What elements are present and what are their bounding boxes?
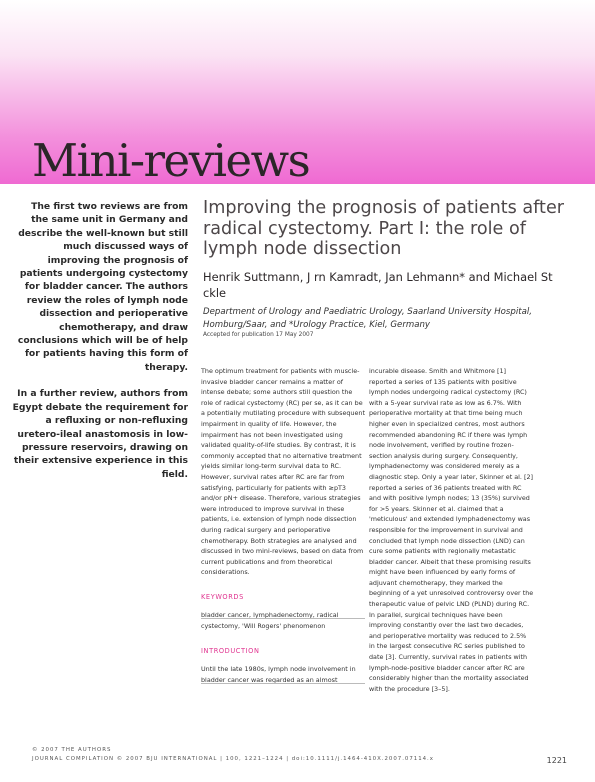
editor-summary-sidebar — [12, 200, 188, 494]
footer-journal-info: JOURNAL COMPILATION © 2007 BJU INTERNATIONAL | 100, 1221–1224 | doi:10.1111/j.1464-410X.2007.07114.x — [32, 756, 434, 762]
section-divider — [201, 618, 365, 619]
section-divider — [201, 683, 365, 684]
body-text: incurable disease. Smith and Whitmore [1] reported a series of 135 patients with positive lymph nodes undergoing radical cystectomy (RC) with a 5-year survival rate as low as 6.7%. With perioperative mortality at that time being much higher even in specialized centres, most authors recommended abandoning RC if there was lymph node involvement, verified by routine frozen-section analysis during surgery. Consequently, lymphadenectomy was considered merely as a diagnostic step. Only a year later, Skinner et al. [2] reported a series of 36 patients treated with RC and with positive lymph nodes; 13 (35%) survived for >5 years. Skinner et al. claimed that a 'meticulous' and extended lymphadenectomy was responsible for the improvement in survival and concluded that lymph node dissection (LND) can cure some patients with regionally metastatic bladder cancer. Albeit that these promising results might have been influenced by early forms of adjuvant chemotherapy, they marked the beginning of a yet unresolved controversy over the therapeutic value of pelvic LND (PLND) during RC. In parallel, surgical techniques have been improving constantly over the last two decades, and perioperative mortality was reduced to 2.5% in the largest consecutive RC series published to date [3]. Currently, survival rates in patients with lymph-node-positive bladder cancer after RC are considerably higher than the mortality associated with the procedure [3–5]. — [369, 367, 534, 693]
article-authors: Henrik Suttmann, J rn Kamradt, Jan Lehmann* and Michael St ckle — [203, 270, 553, 300]
keywords-text: bladder cancer, lymphadenectomy, radical cystectomy, 'Will Rogers' phenomenon — [201, 611, 339, 631]
body-column-left — [201, 366, 366, 685]
introduction-text: Until the late 1980s, lymph node involvement in bladder cancer was regarded as an almost — [201, 665, 356, 684]
article-title: Improving the prognosis of patients after radical cystectomy. Part I: the role of lymph node dissection — [203, 198, 564, 259]
body-column-right — [369, 366, 534, 694]
article-affiliation: Department of Urology and Paediatric Urology, Saarland University Hospital, Homburg/Saar, and *Urology Practice, Kiel, Germany — [203, 307, 532, 330]
page-number: 1221 — [546, 756, 567, 765]
section-title: Mini-reviews — [32, 134, 310, 187]
keywords-heading: KEYWORDS — [201, 592, 244, 601]
introduction-heading: INTRODUCTION — [201, 646, 260, 655]
footer-copyright: © 2007 THE AUTHORS — [32, 747, 112, 753]
sidebar-paragraph: The first two reviews are from the same unit in Germany and describe the well-known but still much discussed ways of improving the prognosis of patients undergoing cystectomy for bladder cancer. The authors review the roles of lymph node dissection and perioperative chemotherapy, and draw conclusions which will be of help for patients having this form of therapy. — [17, 201, 188, 373]
footer — [32, 747, 434, 765]
sidebar-paragraph: In a further review, authors from Egypt debate the requirement for a refluxing or non-refluxing uretero-ileal anastomosis in low-pressure reservoirs, drawing on their extensive experience in this field. — [12, 388, 188, 480]
accepted-date: Accepted for publication 17 May 2007 — [203, 332, 314, 338]
abstract-text: The optimum treatment for patients with muscle-invasive bladder cancer remains a matter of intense debate; some authors still question the role of radical cystectomy (RC) per se, as it can be a potentially mutilating procedure with subsequent impairment in quality of life. However, the impairment has not been investigated using validated quality-of-life studies. By contrast, it is commonly accepted that no alternative treatment yields similar long-term survival data to RC. However, survival rates after RC are far from satisfying, particularly for patients with ≥pT3 and/or pN+ disease. Therefore, various strategies were introduced to improve survival in these patients, i.e. extension of lymph node dissection during radical surgery and perioperative chemotherapy. Both strategies are analysed and discussed in two mini-reviews, based on data from current publications and from theoretical considerations. — [201, 367, 365, 577]
